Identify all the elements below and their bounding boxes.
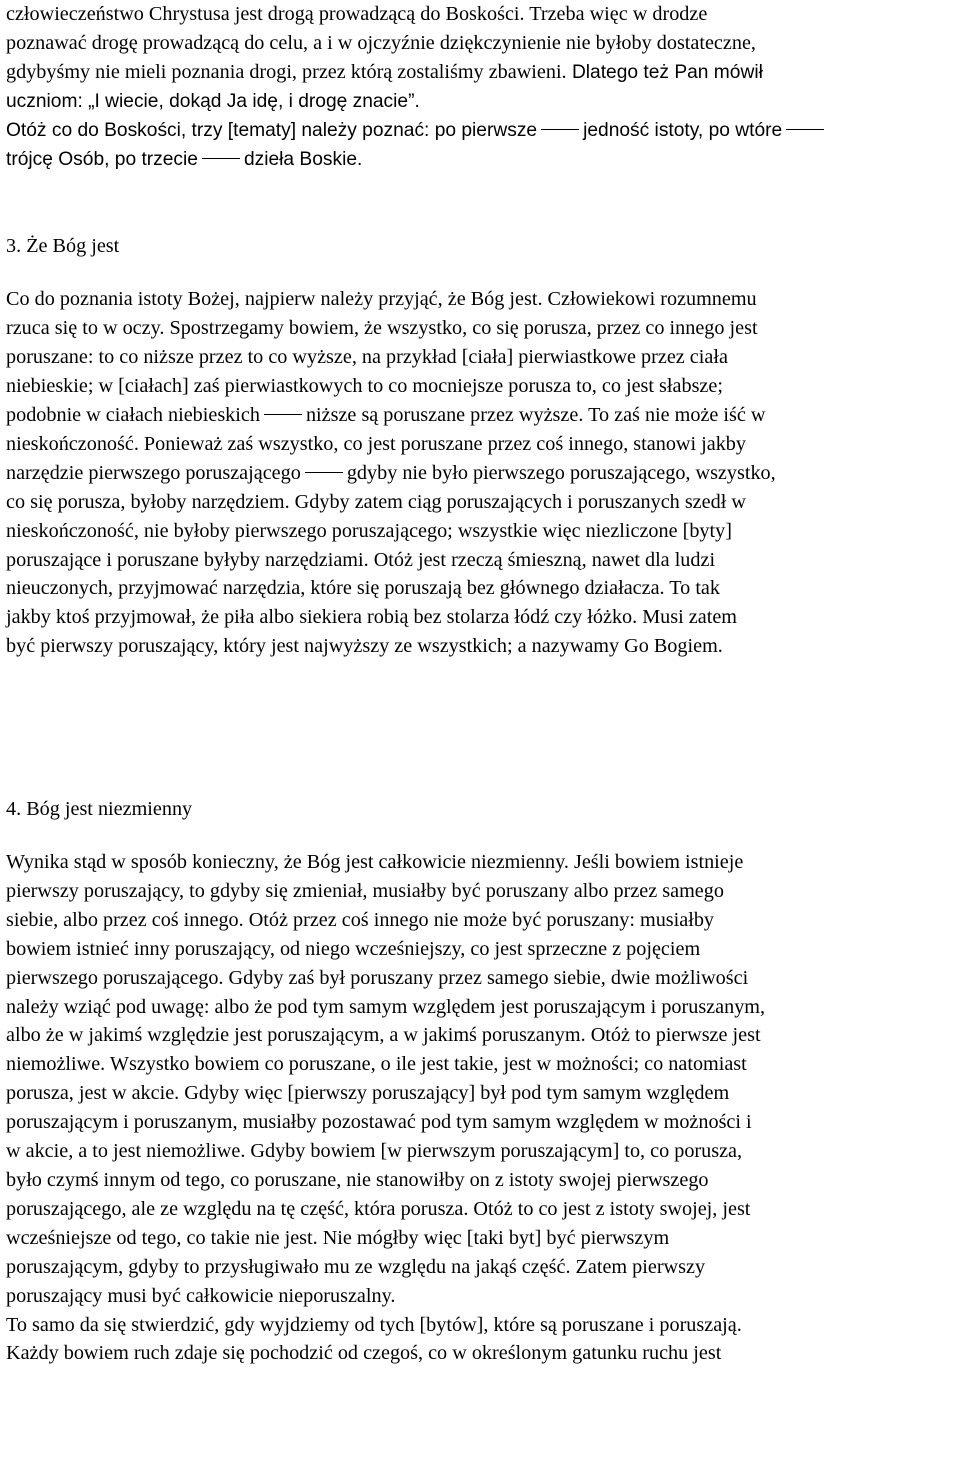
text-line: niebieskie; w [ciałach] zaś pierwiastkowych to co mocniejsze porusza to, co jest słabsze; [6, 375, 723, 398]
text-line: nieskończoność, nie byłoby pierwszego poruszającego; wszystkie więc niezliczone [byty] [6, 519, 732, 542]
spacer [6, 174, 954, 232]
text-line [6, 58, 954, 88]
text-span: narzędzie pierwszego poruszającego [6, 461, 301, 484]
text-line: wcześniejsze od tego, co takie nie jest. Nie mógłby więc [taki byt] być pierwszym [6, 1226, 670, 1249]
text-line: bowiem istnieć inny poruszający, od niego wcześniejszy, co jest sprzeczne z pojęciem [6, 937, 701, 960]
text-line [6, 401, 954, 430]
text-line: poruszającym, gdyby to przysługiwało mu ze względu na jakąś część. Zatem pierwszy [6, 1255, 706, 1278]
text-line: Co do poznania istoty Bożej, najpierw należy przyjąć, że Bóg jest. Człowiekowi rozumnemu [6, 288, 757, 311]
text-span: gdybyśmy nie mieli poznania drogi, przez którą zostaliśmy zbawieni. [6, 60, 567, 83]
spacer [6, 661, 954, 795]
text-line: poruszający musi być całkowicie nieporuszalny. [6, 1284, 396, 1307]
text-line: należy wziąć pod uwagę: albo że pod tym samym względem jest poruszającym i poruszanym, [6, 995, 766, 1018]
text-span: Otóż co do Boskości, trzy [tematy] należy poznać: po pierwsze [6, 119, 538, 141]
em-dash-rule [264, 414, 302, 415]
text-line: niemożliwe. Wszystko bowiem co poruszane, o ile jest takie, jest w możności; co natomiast [6, 1053, 747, 1076]
text-line: poruszające i poruszane byłyby narzędziami. Otóż jest rzeczą śmieszną, nawet dla ludzi [6, 548, 716, 571]
text-line: pierwszego poruszającego. Gdyby zaś był poruszany przez samego siebie, dwie możliwości [6, 966, 749, 989]
text-line: porusza, jest w akcie. Gdyby więc [pierwszy poruszający] był pod tym samym względem [6, 1082, 730, 1105]
text-line: siebie, albo przez coś innego. Otóż przez coś innego nie może być poruszany: musiałby [6, 908, 715, 931]
section-3-paragraph [6, 285, 954, 661]
text-line: co się porusza, byłoby narzędziem. Gdyby zatem ciąg poruszających i poruszanych szedł w [6, 490, 746, 513]
text-line: poruszane: to co niższe przez to co wyższe, na przykład [ciała] pierwiastkowe przez ciała [6, 346, 728, 369]
text-line: nieuczonych, przyjmować narzędzia, które się poruszają bez głównego działacza. To tak [6, 577, 720, 600]
text-line [6, 146, 954, 175]
text-line: nieskończoność. Ponieważ zaś wszystko, co jest poruszane przez coś innego, stanowi jakby [6, 432, 746, 455]
intro-paragraph [6, 0, 954, 174]
text-span: podobnie w ciałach niebieskich [6, 403, 260, 426]
section-heading-4: 4. Bóg jest niezmienny [6, 798, 193, 821]
text-line: w akcie, a to jest niemożliwe. Gdyby bowiem [w pierwszym poruszającym] to, co porusza, [6, 1140, 743, 1163]
text-span: dzieła Boskie. [243, 148, 363, 170]
text-span: gdyby nie było pierwszego poruszającego, wszystko, [346, 461, 776, 484]
text-line: pierwszy poruszający, to gdyby się zmieniał, musiałby być poruszany albo przez samego [6, 879, 724, 902]
text-line: poruszającym i poruszanym, musiałby pozostawać pod tym samym względem w możności i [6, 1111, 752, 1134]
em-dash-rule [541, 129, 579, 130]
text-span: jedność istoty, po wtóre [583, 119, 783, 141]
text-span: niższe są poruszane przez wyższe. To zaś nie może iść w [305, 403, 766, 426]
document-page [6, 0, 954, 1368]
section-4-paragraph [6, 848, 954, 1368]
text-line [6, 117, 954, 146]
text-line: poznawać drogę prowadzącą do celu, a i w ojczyźnie dziękczynienie nie byłoby dostateczne, [6, 31, 756, 54]
text-line: uczniom: „I wiecie, dokąd Ja idę, i drogę znacie”. [6, 90, 420, 112]
text-line: To samo da się stwierdzić, gdy wyjdziemy od tych [bytów], które są poruszane i poruszają. [6, 1313, 742, 1336]
text-line [6, 459, 954, 488]
spacer [6, 824, 954, 848]
text-line: jakby ktoś przyjmował, że piła albo siekiera robią bez stolarza łódź czy łóżko. Musi zatem [6, 606, 737, 629]
text-line: było czymś innym od tego, co poruszane, nie stanowiłby on z istoty swojej pierwszego [6, 1169, 709, 1191]
text-line: być pierwszy poruszający, który jest najwyższy ze wszystkich; a nazywamy Go Bogiem. [6, 635, 723, 658]
text-line: rzuca się to w oczy. Spostrzegamy bowiem, że wszystko, co się porusza, przez co innego jest [6, 317, 758, 340]
text-span-sans: Dlatego też Pan mówił [566, 61, 763, 83]
text-line: albo że w jakimś względzie jest poruszającym, a w jakimś poruszanym. Otóż to pierwsze jest [6, 1024, 761, 1047]
em-dash-rule [305, 472, 343, 473]
text-line: Wynika stąd w sposób konieczny, że Bóg jest całkowicie niezmienny. Jeśli bowiem istnieje [6, 851, 744, 874]
text-line: człowieczeństwo Chrystusa jest drogą prowadzącą do Boskości. Trzeba więc w drodze [6, 3, 708, 25]
text-line: Każdy bowiem ruch zdaje się pochodzić od czegoś, co w określonym gatunku ruchu jest [6, 1342, 722, 1365]
section-heading-3: 3. Że Bóg jest [6, 235, 120, 258]
em-dash-rule [202, 158, 240, 159]
em-dash-rule [786, 129, 824, 130]
spacer [6, 261, 954, 285]
text-span: trójcę Osób, po trzecie [6, 148, 198, 170]
text-line: poruszającego, ale ze względu na tę część, która porusza. Otóż to co jest z istoty swojej, jest [6, 1197, 751, 1220]
